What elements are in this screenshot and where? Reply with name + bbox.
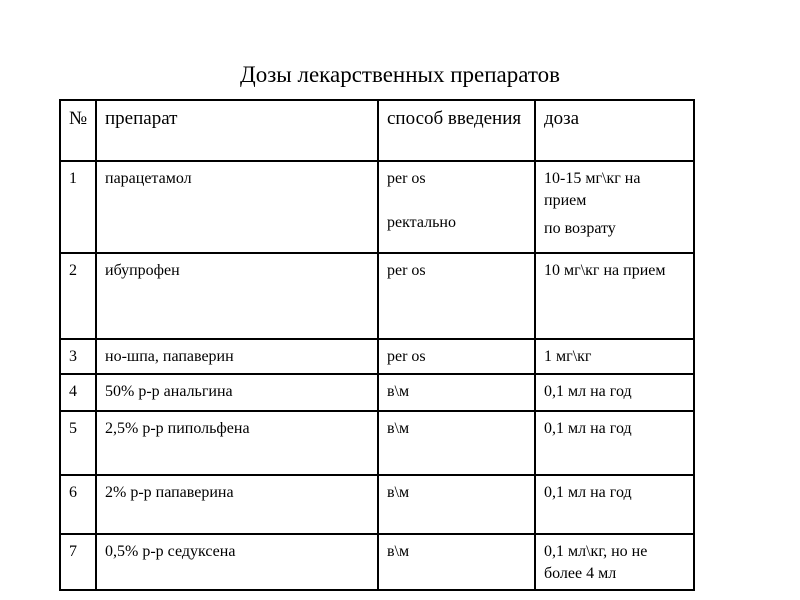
drug-name: ибупрофен <box>96 253 378 339</box>
dose-value: 10 мг\кг на прием <box>544 262 666 279</box>
route-value: в\м <box>387 383 410 400</box>
route-value: per os <box>387 348 426 365</box>
dose-cell <box>535 411 694 475</box>
row-number: 1 <box>60 161 96 253</box>
table-row <box>60 161 694 253</box>
table-header-row <box>60 100 694 161</box>
table-row <box>60 534 694 590</box>
row-number: 4 <box>60 374 96 411</box>
dose-value: 0,1 мл на год <box>544 420 632 437</box>
table-row <box>60 374 694 411</box>
row-number: 6 <box>60 475 96 534</box>
drug-name: 2% р-р папаверина <box>96 475 378 534</box>
page-title: Дозы лекарственных препаратов <box>240 62 560 87</box>
dose-cell <box>535 253 694 339</box>
header-number: № <box>60 100 96 161</box>
header-drug: препарат <box>96 100 378 161</box>
route-value: в\м <box>387 484 410 501</box>
route-value: в\м <box>387 543 410 560</box>
route-value: per os <box>387 262 426 279</box>
route-cell <box>378 161 535 253</box>
drug-name: но-шпа, папаверин <box>96 339 378 374</box>
dose-cell <box>535 161 694 253</box>
dose-value: 1 мг\кг <box>544 348 592 365</box>
row-number: 7 <box>60 534 96 590</box>
row-number: 2 <box>60 253 96 339</box>
route-value: per os <box>387 170 426 187</box>
dose-value: 0,1 мл на год <box>544 484 632 501</box>
table-row <box>60 411 694 475</box>
dose-value: по возрату <box>544 220 616 237</box>
row-number: 5 <box>60 411 96 475</box>
drug-name: 0,5% р-р седуксена <box>96 534 378 590</box>
dose-cell <box>535 475 694 534</box>
dose-value: 10-15 мг\кг на прием <box>544 170 641 209</box>
route-cell <box>378 253 535 339</box>
doses-table <box>59 99 695 591</box>
route-value: в\м <box>387 420 410 437</box>
route-cell <box>378 534 535 590</box>
route-cell <box>378 411 535 475</box>
dose-value: 0,1 мл\кг, но не более 4 мл <box>544 543 648 582</box>
route-cell <box>378 374 535 411</box>
drug-name: 2,5% р-р пипольфена <box>96 411 378 475</box>
dose-value: 0,1 мл на год <box>544 383 632 400</box>
route-cell <box>378 339 535 374</box>
header-dose: доза <box>535 100 694 161</box>
route-value: ректально <box>387 214 456 231</box>
header-route: способ введения <box>378 100 535 161</box>
dose-cell <box>535 374 694 411</box>
drug-name: 50% р-р анальгина <box>96 374 378 411</box>
row-number: 3 <box>60 339 96 374</box>
table-row <box>60 253 694 339</box>
table-row <box>60 475 694 534</box>
drug-name: парацетамол <box>96 161 378 253</box>
route-cell <box>378 475 535 534</box>
dose-cell <box>535 339 694 374</box>
dose-cell <box>535 534 694 590</box>
table-row <box>60 339 694 374</box>
